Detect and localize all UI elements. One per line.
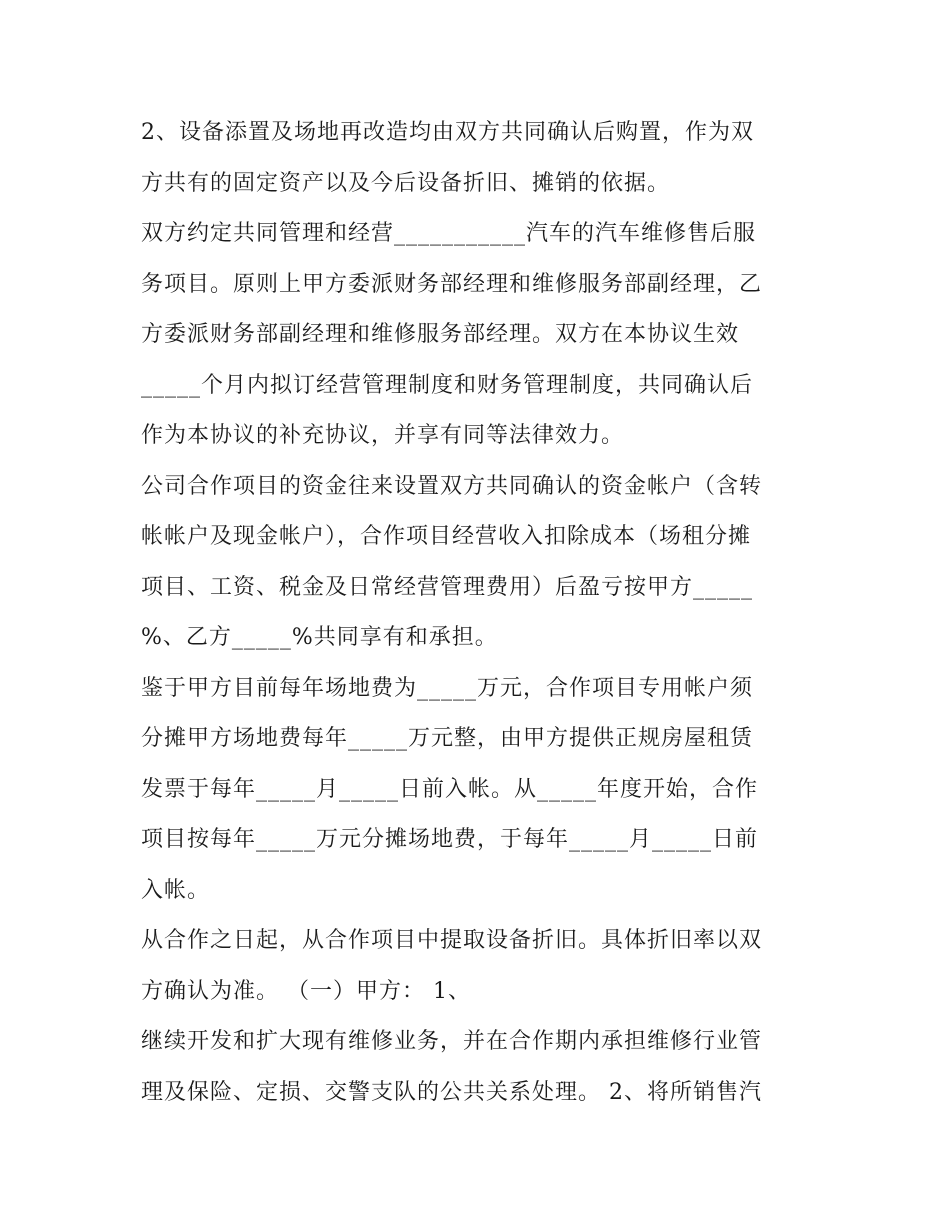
- text-line: 双方约定共同管理和经营___________汽车的汽车维修售后服: [141, 221, 757, 246]
- text-line: _____个月内拟订经营管理制度和财务管理制度，共同确认后: [141, 372, 754, 398]
- text-line: 从合作之日起，从合作项目中提取设备折旧。具体折旧率以双: [141, 928, 763, 953]
- text-line: 分摊甲方场地费每年_____万元整，由甲方提供正规房屋租赁: [141, 726, 754, 751]
- text-line: %、乙方_____%共同享有和承担。: [141, 625, 498, 650]
- text-line: 作为本协议的补充协议，并享有同等法律效力。: [141, 423, 625, 448]
- text-line: 方共有的固定资产以及今后设备折旧、摊销的依据。: [141, 170, 671, 196]
- text-line: 理及保险、定损、交警支队的公共关系处理。 2、将所销售汽: [141, 1079, 762, 1105]
- text-line: 方委派财务部副经理和维修服务部经理。双方在本协议生效: [141, 322, 740, 347]
- document-body: [141, 108, 821, 1118]
- text-line: 继续开发和扩大现有维修业务，并在合作期内承担维修行业管: [141, 1029, 763, 1054]
- text-line: 方确认为准。 （一）甲方： 1、: [141, 978, 471, 1004]
- text-line: 公司合作项目的资金往来设置双方共同确认的资金帐户（含转: [141, 473, 763, 499]
- text-line: 项目按每年_____万元分摊场地费，于每年_____月_____日前: [141, 827, 759, 852]
- text-line: 发票于每年_____月_____日前入帐。从_____年度开始，合作: [141, 776, 759, 802]
- text-line: 项目、工资、税金及日常经营管理费用）后盈亏按甲方_____: [141, 574, 754, 600]
- text-line: 2、设备添置及场地再改造均由双方共同确认后购置，作为双: [141, 120, 754, 145]
- text-line: 帐帐户及现金帐户），合作项目经营收入扣除成本（场租分摊: [141, 524, 752, 549]
- text-line: 务项目。原则上甲方委派财务部经理和维修服务部副经理，乙: [141, 271, 763, 297]
- text-line: 鉴于甲方目前每年场地费为_____万元，合作项目专用帐户须: [141, 675, 754, 701]
- text-line: 入帐。: [141, 877, 211, 903]
